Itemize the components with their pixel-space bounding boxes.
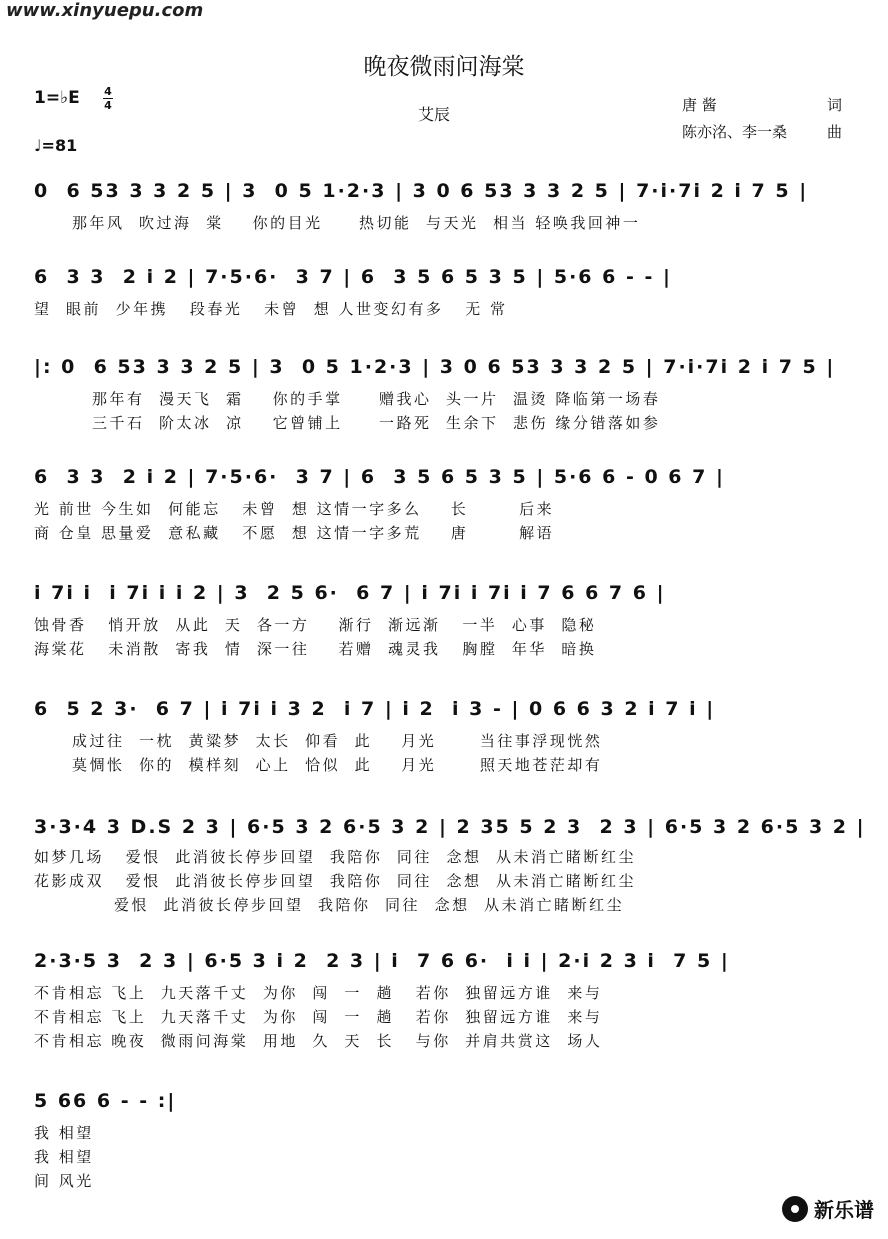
system-4-lyric-2: 商 仓皇 思量爱 意私藏 不愿 想 这情一字多荒 唐 解语 (34, 524, 555, 542)
system-4-lyric-1: 光 前世 今生如 何能忘 未曾 想 这情一字多么 长 后来 (34, 500, 555, 518)
credit-role: 曲 (826, 123, 842, 141)
system-6-notes: 6 5 2 3· 6 7 | i 7i i 3 2 i 7 | i 2 i 3 - | 0 6 6 3 2 i 7 i | (34, 698, 716, 720)
system-8-notes: 2·3·5 3 2 3 | 6·5 3 i 2 2 3 | i 7 6 6· i i | 2·i 2 3 i 7 5 | (34, 950, 730, 972)
time-sig-top: 4 (104, 85, 112, 98)
system-5-lyric-1: 蚀骨香 悄开放 从此 天 各一方 渐行 渐远渐 一半 心事 隐秘 (34, 616, 597, 634)
system-3-lyric-1: 那年有 漫天飞 霜 你的手掌 赠我心 头一片 温烫 降临第一场春 (92, 390, 661, 408)
credit-name: 唐 酱 (682, 96, 717, 114)
song-title: 晚夜微雨问海棠 (363, 54, 525, 80)
system-5-lyric-2: 海棠花 未消散 寄我 情 深一往 若赠 魂灵我 胸膛 年华 暗换 (34, 640, 597, 658)
credits (682, 92, 842, 146)
site-logo (782, 1194, 874, 1223)
system-2-notes: 6 3 3 2 i 2 | 7·5·6· 3 7 | 6 3 5 6 5 3 5 | 5·6 6 - - | (34, 266, 672, 288)
system-8-lyric-2: 不肯相忘 飞上 九天落千丈 为你 闯 一 趟 若你 独留远方谁 来与 (34, 1008, 603, 1026)
system-7-lyric-2: 花影成双 爱恨 此消彼长停步回望 我陪你 同往 念想 从未消亡睹断红尘 (34, 872, 636, 890)
credit-name: 陈亦洺、李一桑 (682, 123, 788, 141)
credit-lyricist (682, 92, 842, 119)
system-9-lyric-3: 间 风光 (34, 1172, 94, 1190)
singer-name: 艾辰 (418, 105, 451, 124)
system-9-notes: 5 66 6 - - :| (34, 1090, 177, 1112)
record-disc-icon (782, 1196, 808, 1222)
system-2-lyric-1: 望 眼前 少年携 段春光 未曾 想 人世变幻有多 无 常 (34, 300, 508, 318)
tempo-mark: ♩=81 (34, 136, 78, 155)
system-4-notes: 6 3 3 2 i 2 | 7·5·6· 3 7 | 6 3 5 6 5 3 5 | 5·6 6 - 0 6 7 | (34, 466, 725, 488)
system-6-lyric-2: 莫惆怅 你的 模样刻 心上 恰似 此 月光 照天地苍茫却有 (72, 756, 603, 774)
time-sig-bottom: 4 (104, 99, 112, 112)
system-3-lyric-2: 三千石 阶太冰 凉 它曾铺上 一路死 生余下 悲伤 缘分错落如参 (92, 414, 661, 432)
time-signature (103, 86, 113, 111)
system-7-lyric-1: 如梦几场 爱恨 此消彼长停步回望 我陪你 同往 念想 从未消亡睹断红尘 (34, 848, 636, 866)
system-8-lyric-3: 不肯相忘 晚夜 微雨问海棠 用地 久 天 长 与你 并肩共赏这 场人 (34, 1032, 603, 1050)
system-3-notes: |: 0 6 53 3 3 2 5 | 3 0 5 1·2·3 | 3 0 6 53 3 3 2 5 | 7·i·7i 2 i 7 5 | (34, 356, 836, 378)
system-1-notes: 0 6 53 3 3 2 5 | 3 0 5 1·2·3 | 3 0 6 53 3 3 2 5 | 7·i·7i 2 i 7 5 | (34, 180, 809, 202)
system-1-lyric-1: 那年风 吹过海 棠 你的目光 热切能 与天光 相当 轻唤我回神一 (72, 214, 641, 232)
system-8-lyric-1: 不肯相忘 飞上 九天落千丈 为你 闯 一 趟 若你 独留远方谁 来与 (34, 984, 603, 1002)
logo-text: 新乐谱 (814, 1198, 874, 1222)
system-7-notes: 3·3·4 3 D.S 2 3 | 6·5 3 2 6·5 3 2 | 2 35 5 2 3 2 3 | 6·5 3 2 6·5 3 2 | (34, 816, 866, 838)
system-9-lyric-1: 我 相望 (34, 1124, 94, 1142)
system-6-lyric-1: 成过往 一枕 黄粱梦 太长 仰看 此 月光 当往事浮现恍然 (72, 732, 603, 750)
key-signature: 1=♭E (34, 88, 80, 108)
system-9-lyric-2: 我 相望 (34, 1148, 94, 1166)
credit-composer (682, 119, 842, 146)
system-7-lyric-3: 爱恨 此消彼长停步回望 我陪你 同往 念想 从未消亡睹断红尘 (34, 896, 625, 914)
system-5-notes: i 7i i i 7i i i 2 | 3 2 5 6· 6 7 | i 7i i 7i i 7 6 6 7 6 | (34, 582, 666, 604)
credit-role: 词 (826, 96, 842, 114)
site-url: www.xinyuepu.com (6, 0, 204, 21)
